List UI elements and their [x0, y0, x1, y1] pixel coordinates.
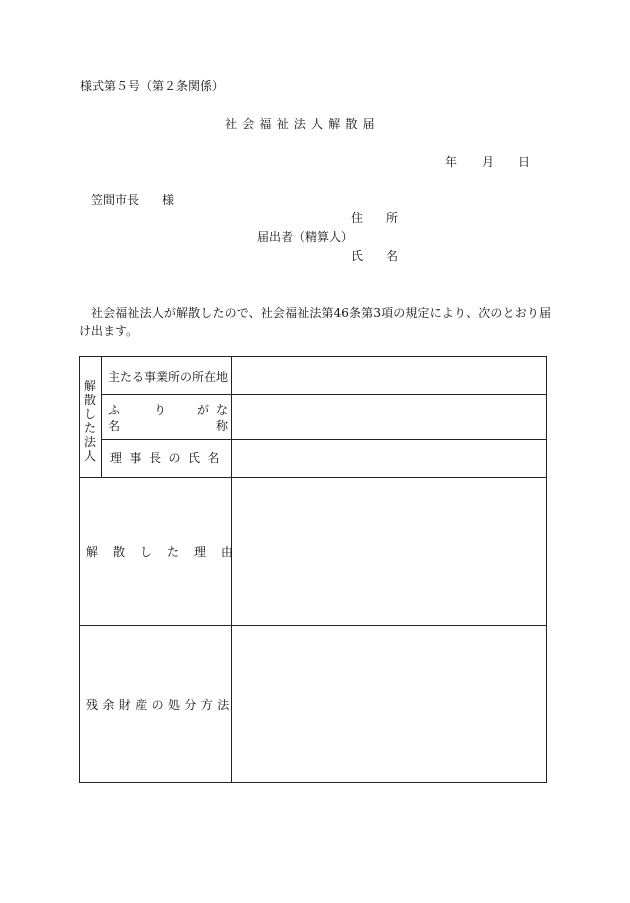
- input-dissolution-reason[interactable]: [232, 478, 547, 625]
- addressee-name: 笠間市長: [91, 193, 140, 207]
- label-furigana-1: ふ: [108, 403, 121, 417]
- date-year-label: 年: [445, 155, 458, 169]
- name-label-first: 氏: [351, 249, 364, 263]
- label-chairman-name: 理事長の氏名: [110, 451, 228, 465]
- label-dissolution-reason: 解散した理由: [86, 545, 249, 559]
- body-text: 社会福祉法人が解散したので、社会福祉法第46条第3項の規定により、次のとおり届け出ます。: [79, 306, 551, 338]
- notifier-role-label: 届出者（精算人）: [257, 230, 354, 244]
- form-number: 様式第５号（第２条関係）: [80, 79, 225, 93]
- group-label-dissolved-corporation: 解 散 し た 法 人: [83, 379, 96, 463]
- address-label-first: 住: [351, 211, 364, 225]
- column-divider: [101, 357, 102, 477]
- input-office-location[interactable]: [232, 357, 547, 394]
- input-residual-assets[interactable]: [232, 626, 547, 783]
- label-furigana-4: な: [216, 403, 229, 417]
- label-furigana-2: り: [154, 403, 167, 417]
- label-name-2: 称: [216, 419, 229, 433]
- label-furigana-3: が: [197, 403, 210, 417]
- date-day-label: 日: [518, 155, 531, 169]
- name-label-second: 名: [386, 249, 399, 263]
- form-title: 社会福祉法人解散届: [225, 117, 380, 131]
- input-chairman-name[interactable]: [232, 440, 547, 477]
- address-label-second: 所: [386, 211, 399, 225]
- addressee-honorific: 様: [162, 193, 175, 207]
- dissolution-form-table: [79, 356, 547, 783]
- label-name-1: 名: [108, 419, 121, 433]
- label-office-location: 主たる事業所の所在地: [108, 370, 229, 384]
- input-corporate-name[interactable]: [232, 395, 547, 439]
- label-residual-assets: 残余財産の処分方法: [86, 698, 234, 712]
- date-month-label: 月: [482, 155, 495, 169]
